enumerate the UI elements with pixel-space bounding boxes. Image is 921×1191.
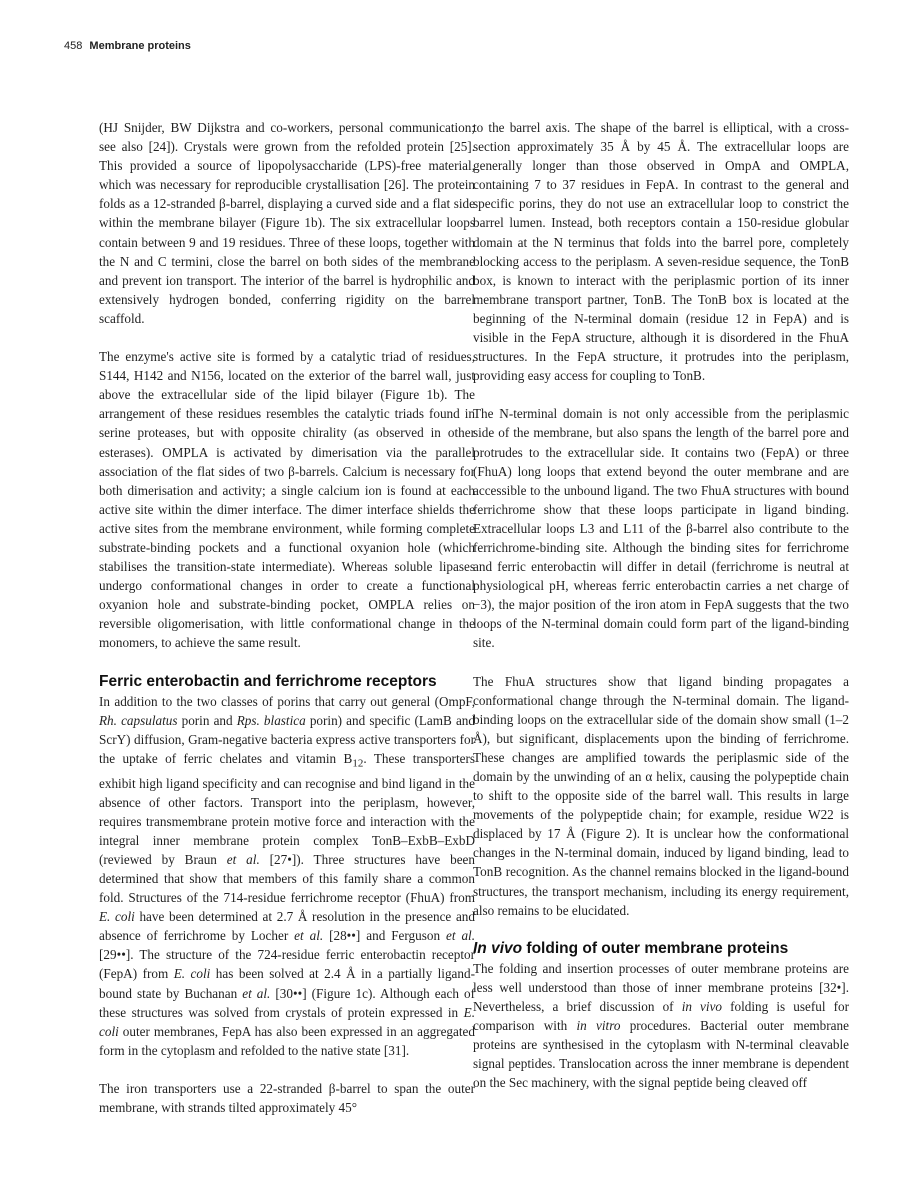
right-column (473, 118, 849, 1092)
running-head (64, 40, 191, 52)
left-column (99, 118, 475, 1117)
section-title: Membrane proteins (89, 40, 191, 52)
section-heading: In vivo folding of outer membrane proteins (473, 939, 789, 957)
paragraph: In addition to the two classes of porins that carry out general (OmpF, Rh. capsulatus porin and Rps. blastica porin) and specific (LamB and ScrY) diffusion, Gram-negative bacteria express active transporters for the uptake of ferric chelates and vitamin $B_{12}$. These transporters exhibit high ligand specificity and can recognise and bind ligand in the absence of other factors. Transport into the periplasm, however, requires transmembrane protein motive force and interaction with the integral inner membrane protein complex TonB–ExbB–ExbD (reviewed by Braun et al. [27•]). Three structures have been determined that show that members of this family share a common fold. Structures of the 714-residue ferrichrome receptor (FhuA) from E. coli have been determined at 2.7 Å resolution in the presence and absence of ferrichrome by Locher et al. [28••] and Ferguson et al. [29••]. The structure of the 724-residue ferric enterobactin receptor (FepA) from E. coli has been solved at 2.4 Å in a partially ligand-bound state by Buchanan et al. [30••] (Figure 1c). Although each of these structures was solved from crystals of protein expressed in E. coli outer membranes, FepA has also been expressed in an aggregated form in the cytoplasm and refolded to the native state [31]. (99, 693, 476, 1058)
paragraph: (HJ Snijder, BW Dijkstra and co-workers, personal communication; see also [24]). Crystals were grown from the refolded protein [25]. This provided a source of lipopolysaccharide (LPS)-free material, which was necessary for reproducible crystallisation [26]. The protein folds as a 12-stranded β-barrel, displaying a curved side and a flat side within the membrane bilayer (Figure 1b). The six extracellular loops contain between 9 and 19 residues. Three of these loops, together with the N and C termini, close the barrel on both sides of the membrane and prevent ion transport. The interior of the barrel is hydrophilic and extensively hydrogen bonded, conferring rigidity on the barrel scaffold. (99, 120, 475, 326)
paragraph: The enzyme's active site is formed by a catalytic triad of residues, S144, H142 and N156, located on the exterior of the barrel wall, just above the extracellular side of the lipid bilayer (Figure 1b). The arrangement of these residues resembles the catalytic triads found in serine proteases, but with opposite chirality (as observed in other esterases). OMPLA is activated by dimerisation via the parallel association of the flat sides of two β-barrels. Calcium is necessary for both dimerisation and activity; a single calcium ion is found at each active site within the dimer interface. The dimer interface shields the active sites from the membrane environment, while forming complete substrate-binding pockets and a functional oxyanion hole (which stabilises the transition-state intermediate). Whereas soluble lipases undergo conformational changes in order to create a functional oxyanion hole and substrate-binding pocket, OMPLA relies on reversible oligomerisation, with little conformational change in the monomers, to achieve the same result. (99, 349, 475, 651)
page-number: 458 (64, 40, 83, 52)
paragraph: The folding and insertion processes of outer membrane proteins are less well understood than those of inner membrane proteins [32•]. Nevertheless, a brief discussion of in vivo folding is useful for comparison with in vitro procedures. Bacterial outer membrane proteins are synthesised in the cytoplasm with N-terminal cleavable signal peptides. Translocation across the inner membrane is dependent on the Sec machinery, with the signal peptide being cleaved off (473, 960, 849, 1091)
paragraph: The iron transporters use a 22-stranded β-barrel to span the outer membrane, with strands tilted approximately 45° (99, 1080, 475, 1116)
paragraph: The FhuA structures show that ligand binding propagates a conformational change through the N-terminal domain. The ligand-binding loops on the extracellular side of the domain show small (1–2 Å), but significant, displacements upon the binding of ferrichrome. These changes are amplified towards the periplasmic side of the domain by the unwinding of an α helix, causing the polypeptide chain to shift to the opposite side of the barrel wall. This results in large movements of the polypeptide chain; for example, residue W22 is displaced by 17 Å (Figure 2). It is unclear how the conformational changes in the N-terminal domain, induced by ligand binding, lead to TonB recognition. As the channel remains blocked in the ligand-bound structures, the transport mechanism, including its energy requirement, also remains to be elucidated. (473, 673, 849, 918)
section-heading: Ferric enterobactin and ferrichrome receptors (99, 672, 437, 690)
paragraph: to the barrel axis. The shape of the barrel is elliptical, with a cross-section approximately 35 Å by 45 Å. The extracellular loops are generally longer than those observed in OmpA and OMPLA, containing 7 to 37 residues in FepA. In contrast to the general and specific porins, they do not use an extracellular loop to constrict the barrel lumen. Instead, both receptors contain a 150-residue globular domain at the N terminus that folds into the barrel pore, completely blocking access to the periplasm. A seven-residue sequence, the TonB box, is known to interact with the periplasmic portion of its inner membrane transport partner, TonB. The TonB box is located at the beginning of the N-terminal domain (residue 12 in FepA) and is visible in the FepA structure, although it is disordered in the FhuA structures. In the FepA structure, it protrudes into the periplasm, providing easy access for coupling to TonB. (473, 120, 849, 384)
paragraph: The N-terminal domain is not only accessible from the periplasmic side of the membrane, but also spans the length of the barrel pore and protrudes to the extracellular side. It contains two (FepA) or three (FhuA) long loops that extend beyond the outer membrane and are accessible to the unbound ligand. The two FhuA structures with bound ferrichrome show that these loops participate in ligand binding. Extracellular loops L3 and L11 of the β-barrel also contribute to the ferrichrome-binding site. Although the binding sites for ferrichrome and ferric enterobactin will differ in detail (ferrichrome is neutral at physiological pH, whereas ferric enterobactin carries a net charge of −3), the major position of the iron atom in FepA suggests that the two loops of the N-terminal domain could form part of the ligand-binding site. (473, 406, 849, 651)
